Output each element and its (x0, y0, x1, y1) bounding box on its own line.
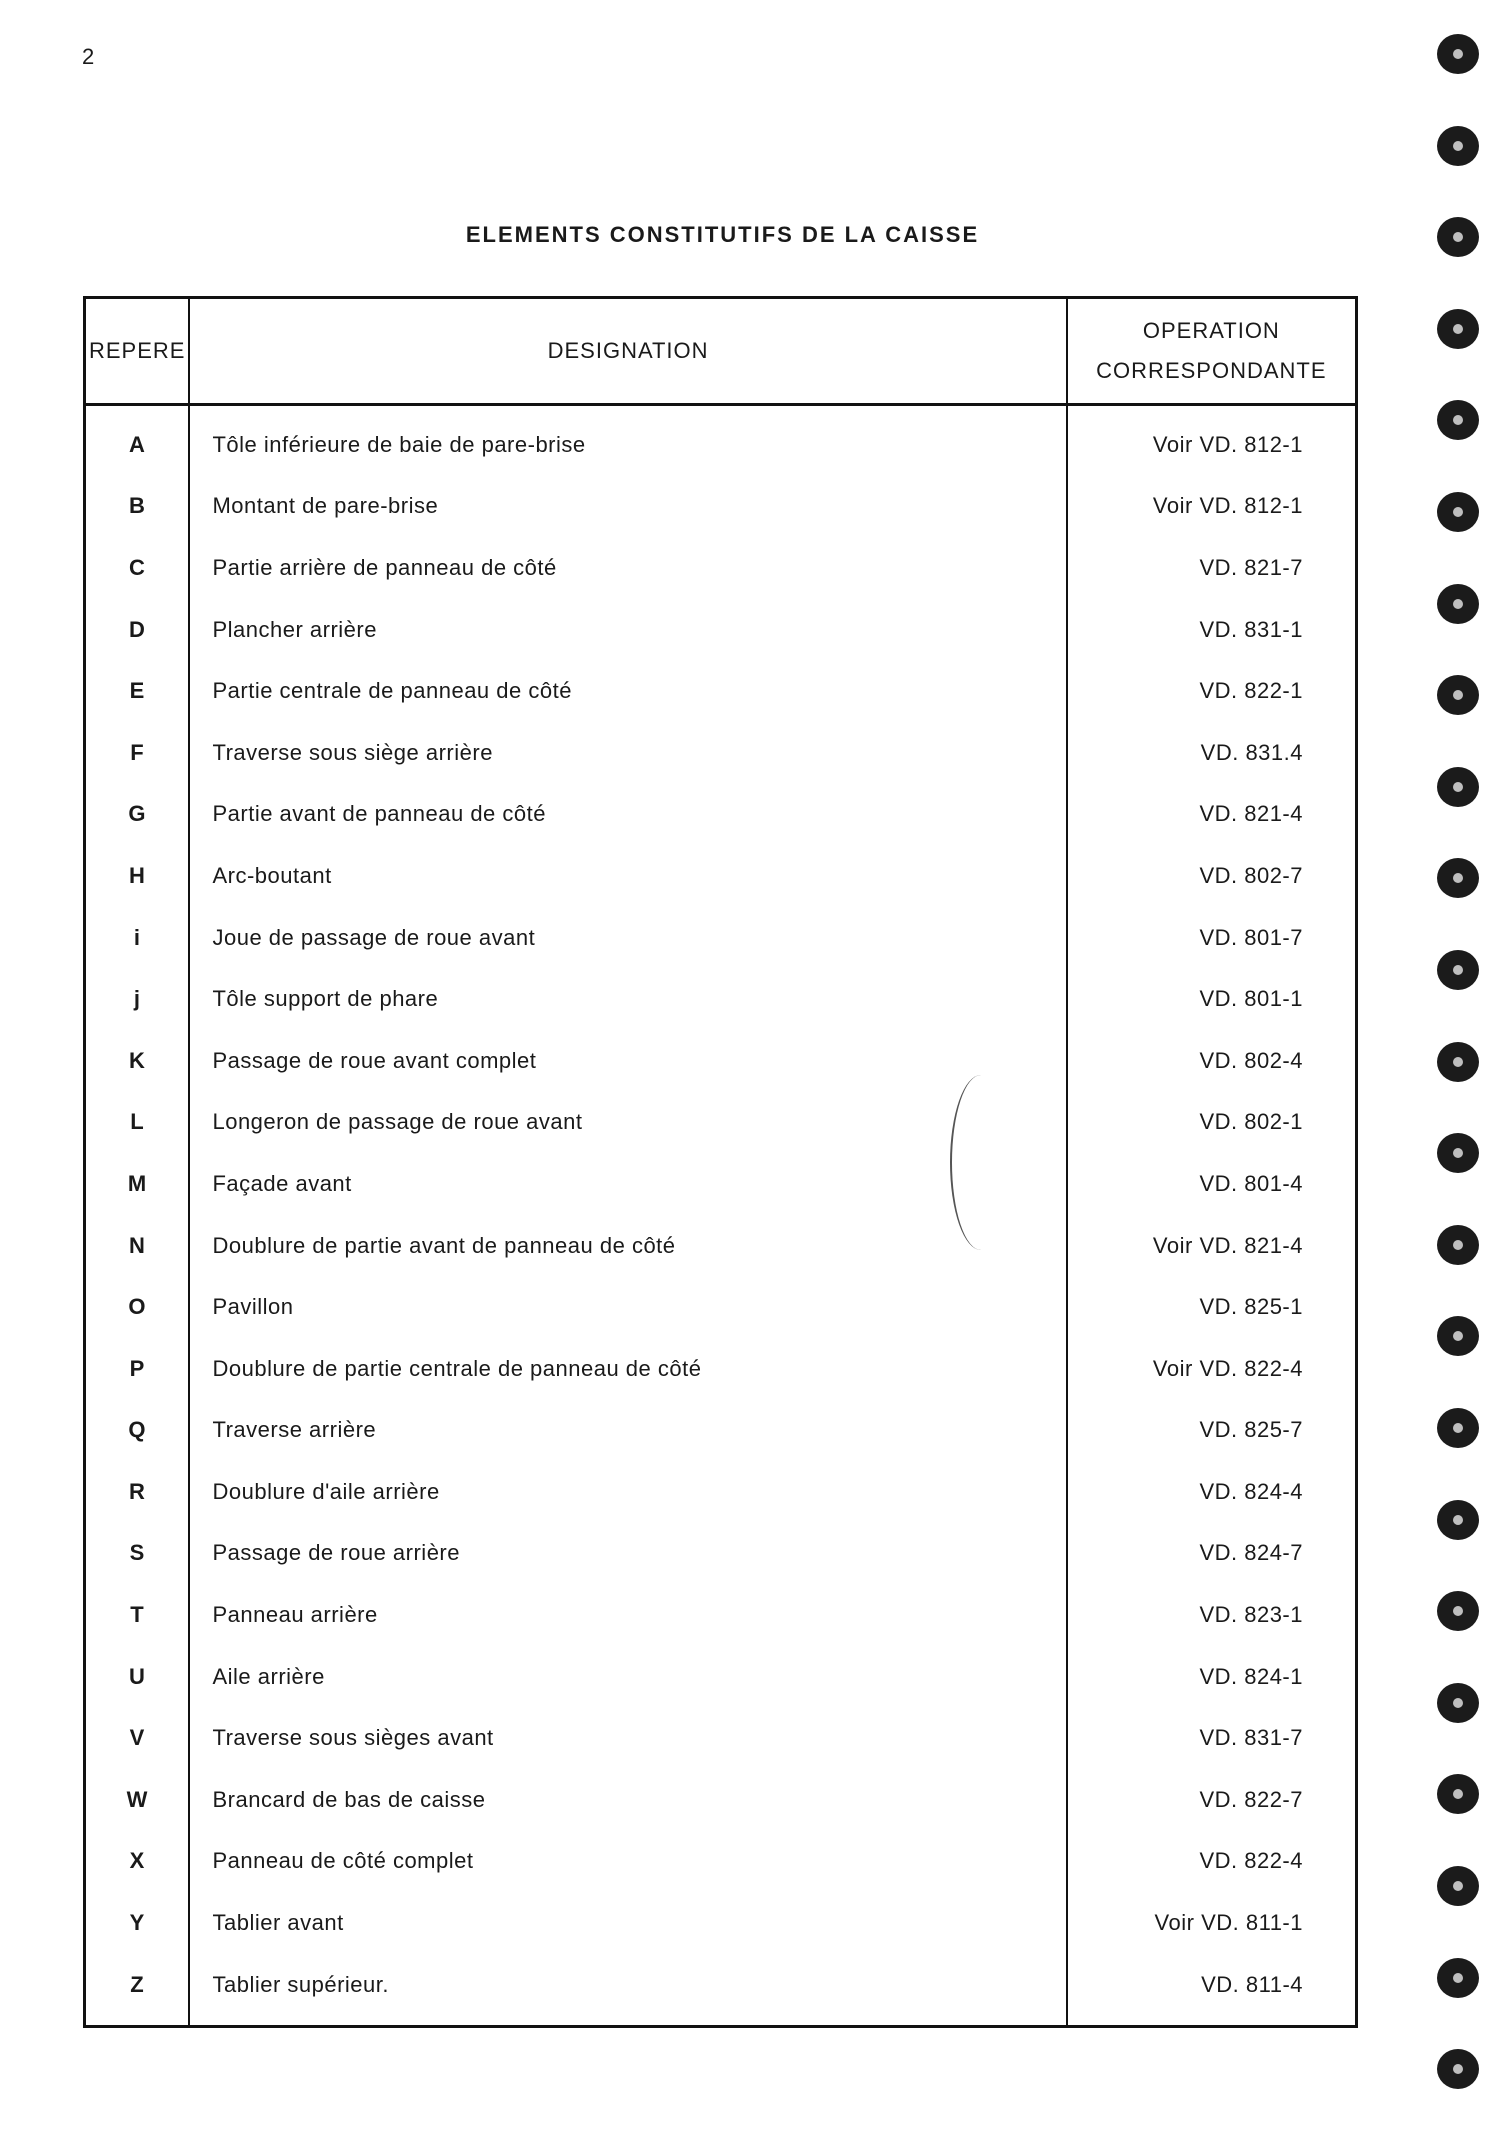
table-row (85, 1276, 1357, 1338)
row-operation: VD. 823-1 (1067, 1584, 1357, 1646)
row-ref: R (85, 1461, 190, 1523)
binder-hole-icon (1437, 1958, 1479, 1998)
table-row (85, 599, 1357, 661)
table-row (85, 476, 1357, 538)
row-designation: Doublure d'aile arrière (189, 1461, 1066, 1523)
table-row (85, 1892, 1357, 1954)
row-operation: Voir VD. 812-1 (1067, 405, 1357, 476)
row-ref: W (85, 1769, 190, 1831)
row-ref: Y (85, 1892, 190, 1954)
parts-table (83, 296, 1358, 2028)
row-operation: VD. 802-1 (1067, 1092, 1357, 1154)
row-ref: P (85, 1338, 190, 1400)
row-designation: Panneau de côté complet (189, 1831, 1066, 1893)
table-row (85, 1523, 1357, 1585)
table-row (85, 784, 1357, 846)
table-row (85, 907, 1357, 969)
row-operation: VD. 811-4 (1067, 1954, 1357, 2027)
row-ref: A (85, 405, 190, 476)
row-operation: Voir VD. 811-1 (1067, 1892, 1357, 1954)
binder-hole-icon (1437, 1408, 1479, 1448)
table-row (85, 968, 1357, 1030)
row-designation: Joue de passage de roue avant (189, 907, 1066, 969)
row-operation: VD. 824-7 (1067, 1523, 1357, 1585)
row-designation: Traverse sous sièges avant (189, 1707, 1066, 1769)
row-operation: VD. 821-4 (1067, 784, 1357, 846)
row-designation: Aile arrière (189, 1646, 1066, 1708)
row-ref: C (85, 537, 190, 599)
row-operation: Voir VD. 822-4 (1067, 1338, 1357, 1400)
table-row (85, 1461, 1357, 1523)
table-row (85, 722, 1357, 784)
table-row (85, 1831, 1357, 1893)
row-ref: H (85, 845, 190, 907)
row-ref: j (85, 968, 190, 1030)
binder-hole-icon (1437, 492, 1479, 532)
table-row (85, 1954, 1357, 2027)
table-row (85, 1215, 1357, 1277)
row-ref: B (85, 476, 190, 538)
row-operation: VD. 822-4 (1067, 1831, 1357, 1893)
row-designation: Montant de pare-brise (189, 476, 1066, 538)
binder-hole-icon (1437, 584, 1479, 624)
binder-hole-icon (1437, 217, 1479, 257)
row-designation: Plancher arrière (189, 599, 1066, 661)
header-operation (1067, 298, 1357, 405)
binder-hole-icon (1437, 1774, 1479, 1814)
page-title: ELEMENTS CONSTITUTIFS DE LA CAISSE (465, 222, 980, 247)
row-ref: i (85, 907, 190, 969)
table-row (85, 1030, 1357, 1092)
row-designation: Pavillon (189, 1276, 1066, 1338)
header-operation-line1: OPERATION (1142, 318, 1280, 343)
table-row (85, 1092, 1357, 1154)
row-designation: Traverse sous siège arrière (189, 722, 1066, 784)
header-operation-line2: CORRESPONDANTE (1096, 358, 1327, 383)
table-header-row (85, 298, 1357, 405)
row-designation: Brancard de bas de caisse (189, 1769, 1066, 1831)
row-designation: Doublure de partie avant de panneau de côté (189, 1215, 1066, 1277)
row-operation: VD. 802-7 (1067, 845, 1357, 907)
row-designation: Arc-boutant (189, 845, 1066, 907)
row-ref: N (85, 1215, 190, 1277)
row-designation: Partie centrale de panneau de côté (189, 660, 1066, 722)
table-row (85, 537, 1357, 599)
binder-hole-icon (1437, 400, 1479, 440)
table-row (85, 845, 1357, 907)
row-ref: O (85, 1276, 190, 1338)
row-operation: VD. 831-7 (1067, 1707, 1357, 1769)
row-designation: Tablier supérieur. (189, 1954, 1066, 2027)
row-designation: Longeron de passage de roue avant (189, 1092, 1066, 1154)
table-body (85, 405, 1357, 2027)
row-designation: Tôle support de phare (189, 968, 1066, 1030)
row-designation: Panneau arrière (189, 1584, 1066, 1646)
row-designation: Partie arrière de panneau de côté (189, 537, 1066, 599)
binder-hole-icon (1437, 1225, 1479, 1265)
row-designation: Doublure de partie centrale de panneau de côté (189, 1338, 1066, 1400)
row-ref: D (85, 599, 190, 661)
table-row (85, 660, 1357, 722)
binder-hole-icon (1437, 1683, 1479, 1723)
page-number: 2 (82, 44, 95, 69)
binder-hole-icon (1437, 1316, 1479, 1356)
row-designation: Partie avant de panneau de côté (189, 784, 1066, 846)
row-ref: T (85, 1584, 190, 1646)
binder-hole-icon (1437, 1042, 1479, 1082)
table-row (85, 1153, 1357, 1215)
row-operation: Voir VD. 821-4 (1067, 1215, 1357, 1277)
row-ref: Q (85, 1400, 190, 1462)
header-repere: REPERE (85, 298, 190, 405)
pencil-mark (950, 1075, 1012, 1250)
table-row (85, 1646, 1357, 1708)
table-row (85, 1707, 1357, 1769)
row-ref: K (85, 1030, 190, 1092)
row-operation: Voir VD. 812-1 (1067, 476, 1357, 538)
binder-hole-icon (1437, 2049, 1479, 2089)
row-designation: Passage de roue avant complet (189, 1030, 1066, 1092)
row-designation: Traverse arrière (189, 1400, 1066, 1462)
binder-hole-icon (1437, 1591, 1479, 1631)
table-row (85, 1400, 1357, 1462)
row-designation: Passage de roue arrière (189, 1523, 1066, 1585)
binder-holes (1437, 34, 1487, 2114)
binder-hole-icon (1437, 858, 1479, 898)
table-row (85, 1338, 1357, 1400)
row-ref: F (85, 722, 190, 784)
row-operation: VD. 825-7 (1067, 1400, 1357, 1462)
row-operation: VD. 801-4 (1067, 1153, 1357, 1215)
binder-hole-icon (1437, 309, 1479, 349)
table-row (85, 1769, 1357, 1831)
binder-hole-icon (1437, 1133, 1479, 1173)
row-ref: G (85, 784, 190, 846)
binder-hole-icon (1437, 1500, 1479, 1540)
row-operation: VD. 831-1 (1067, 599, 1357, 661)
row-designation: Tablier avant (189, 1892, 1066, 1954)
binder-hole-icon (1437, 767, 1479, 807)
row-operation: VD. 831.4 (1067, 722, 1357, 784)
binder-hole-icon (1437, 1866, 1479, 1906)
row-ref: S (85, 1523, 190, 1585)
table-row (85, 405, 1357, 476)
row-ref: E (85, 660, 190, 722)
row-operation: VD. 802-4 (1067, 1030, 1357, 1092)
binder-hole-icon (1437, 675, 1479, 715)
binder-hole-icon (1437, 34, 1479, 74)
row-operation: VD. 825-1 (1067, 1276, 1357, 1338)
header-designation: DESIGNATION (189, 298, 1066, 405)
row-operation: VD. 801-7 (1067, 907, 1357, 969)
row-designation: Tôle inférieure de baie de pare-brise (189, 405, 1066, 476)
binder-hole-icon (1437, 950, 1479, 990)
row-ref: U (85, 1646, 190, 1708)
row-designation: Façade avant (189, 1153, 1066, 1215)
row-ref: X (85, 1831, 190, 1893)
row-ref: M (85, 1153, 190, 1215)
row-operation: VD. 824-1 (1067, 1646, 1357, 1708)
row-ref: V (85, 1707, 190, 1769)
row-ref: L (85, 1092, 190, 1154)
row-operation: VD. 822-1 (1067, 660, 1357, 722)
row-operation: VD. 822-7 (1067, 1769, 1357, 1831)
row-operation: VD. 801-1 (1067, 968, 1357, 1030)
table-row (85, 1584, 1357, 1646)
row-operation: VD. 824-4 (1067, 1461, 1357, 1523)
row-operation: VD. 821-7 (1067, 537, 1357, 599)
row-ref: Z (85, 1954, 190, 2027)
binder-hole-icon (1437, 126, 1479, 166)
